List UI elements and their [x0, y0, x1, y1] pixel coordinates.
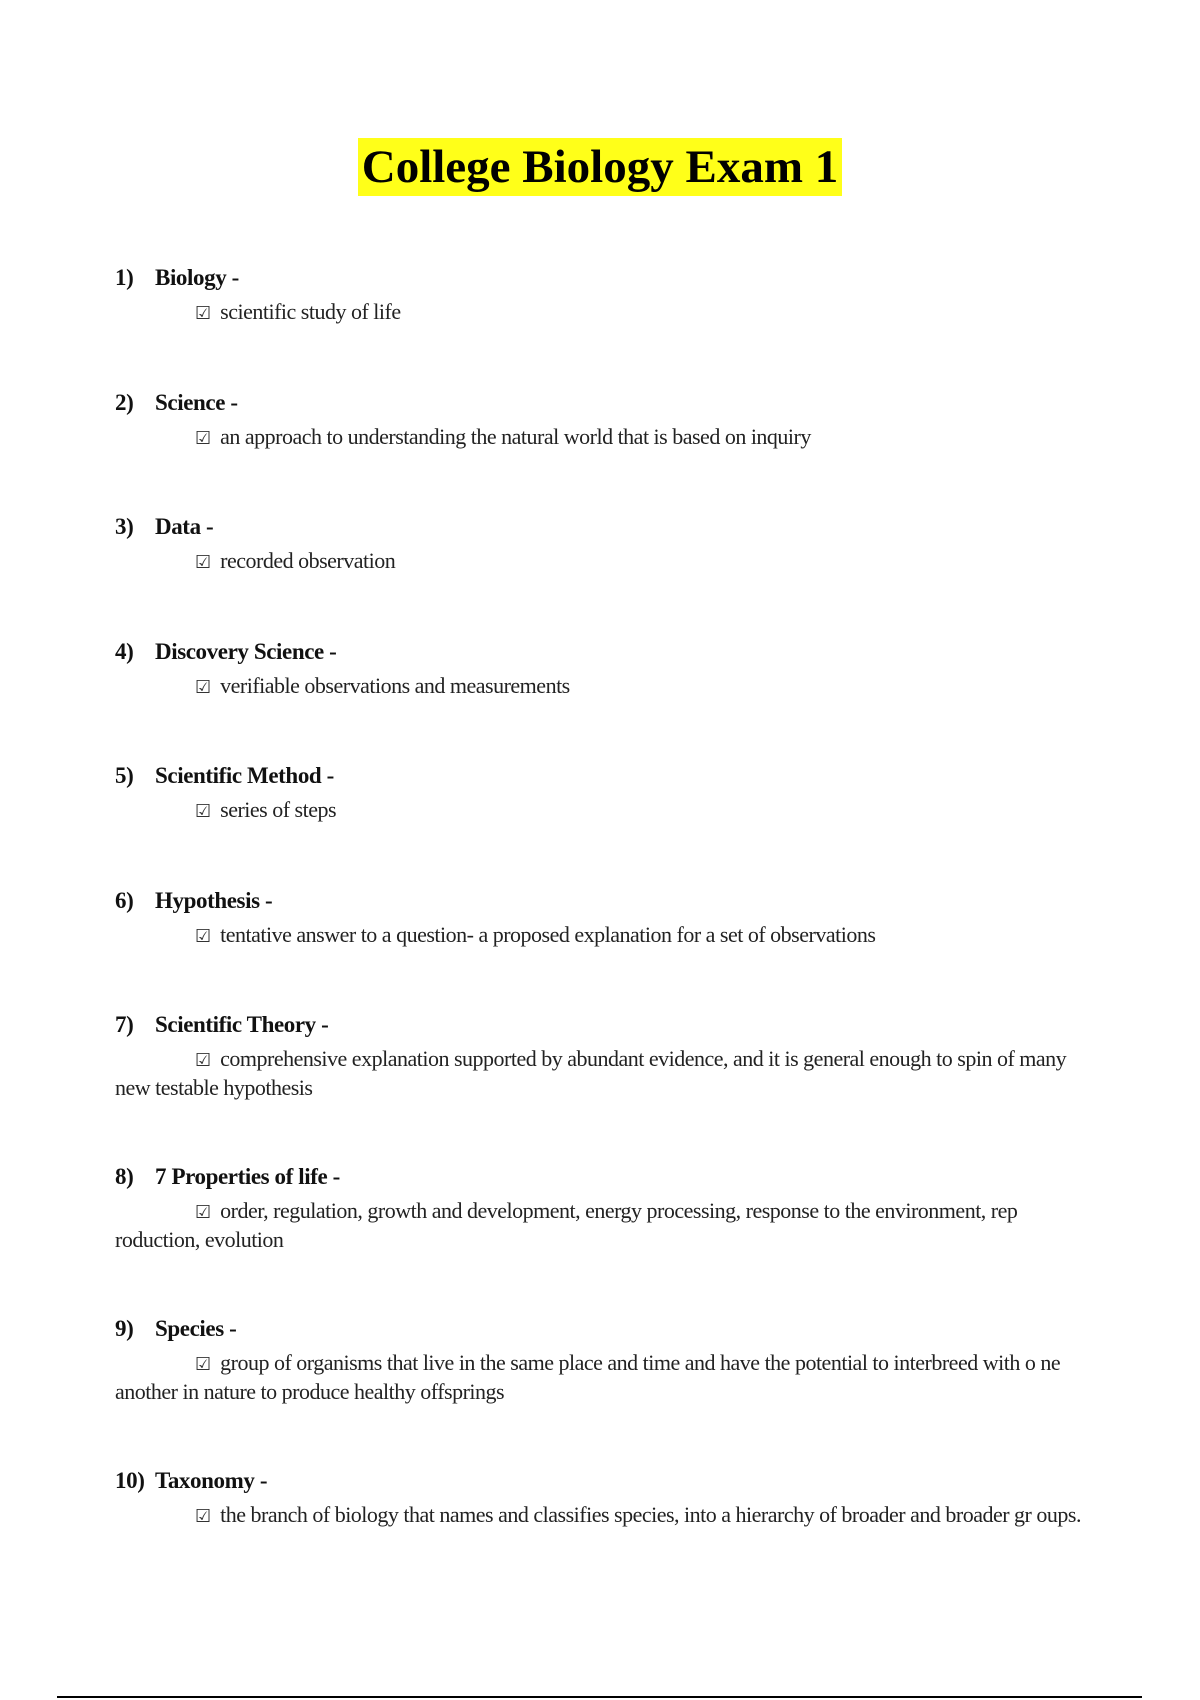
checked-box-icon: ☑	[195, 925, 212, 947]
question-number: 3)	[115, 514, 134, 539]
question-number: 9)	[115, 1316, 134, 1341]
question-number: 2)	[115, 389, 134, 415]
question-item	[115, 1309, 1090, 1461]
question-answer	[115, 921, 1090, 950]
question-heading	[115, 632, 1090, 672]
question-number: 5)	[115, 763, 134, 788]
question-item	[115, 383, 1090, 508]
answer-text: recorded observation	[220, 548, 396, 573]
question-answer	[115, 1349, 1090, 1405]
question-item	[115, 1157, 1090, 1309]
answer-text: comprehensive explanation supported by abundant evidence, and it is general enough to spin of many new testable hypothesis	[115, 1046, 1067, 1100]
question-number: 6)	[115, 887, 134, 913]
question-heading	[115, 756, 1090, 796]
checked-box-icon: ☑	[195, 1202, 212, 1223]
question-heading	[115, 881, 1090, 921]
question-heading	[115, 507, 1090, 547]
question-heading	[115, 1005, 1090, 1045]
question-heading	[115, 258, 1090, 298]
question-term: Biology -	[155, 265, 239, 290]
question-term: Scientific Theory -	[155, 1012, 329, 1037]
question-term: Hypothesis -	[155, 887, 273, 913]
answer-text: an approach to understanding the natural world that is based on inquiry	[220, 423, 811, 449]
footer-divider	[57, 1696, 1142, 1698]
question-answer	[115, 796, 1090, 825]
question-number: 7)	[115, 1012, 134, 1037]
question-item	[115, 258, 1090, 383]
question-item	[115, 632, 1090, 757]
question-item	[115, 756, 1090, 881]
question-answer	[115, 298, 1090, 327]
answer-text: order, regulation, growth and development, energy processing, response to the environment, rep roduction, evolution	[115, 1198, 1018, 1252]
question-list	[115, 258, 1090, 1613]
question-heading	[115, 1461, 1090, 1501]
answer-text: verifiable observations and measurements	[220, 672, 570, 698]
question-answer	[115, 1501, 1090, 1530]
question-answer	[115, 1197, 1090, 1253]
question-answer	[115, 1045, 1090, 1101]
question-number: 8)	[115, 1164, 134, 1189]
answer-text: scientific study of life	[220, 299, 401, 324]
answer-text: group of organisms that live in the same place and time and have the potential to interbreed with o ne another in nature to produce healthy offsprings	[115, 1350, 1061, 1404]
answer-text: tentative answer to a question- a proposed explanation for a set of observations	[220, 921, 876, 947]
checked-box-icon: ☑	[195, 552, 212, 573]
question-term: Science -	[155, 389, 238, 415]
question-term: Taxonomy -	[155, 1468, 268, 1493]
question-item	[115, 1461, 1090, 1613]
checked-box-icon: ☑	[195, 1506, 212, 1527]
question-term: 7 Properties of life -	[155, 1164, 340, 1189]
answer-text: series of steps	[220, 797, 337, 822]
checked-box-icon: ☑	[195, 1354, 212, 1375]
question-item	[115, 507, 1090, 632]
checked-box-icon: ☑	[195, 676, 212, 698]
question-answer	[115, 423, 1090, 452]
checked-box-icon: ☑	[195, 427, 212, 449]
question-item	[115, 1005, 1090, 1157]
question-heading	[115, 1309, 1090, 1349]
question-term: Discovery Science -	[155, 638, 337, 664]
question-term: Species -	[155, 1316, 237, 1341]
question-number: 4)	[115, 638, 134, 664]
page-title: College Biology Exam 1	[358, 138, 843, 196]
title-container	[0, 138, 1200, 196]
question-answer	[115, 547, 1090, 576]
question-term: Scientific Method -	[155, 763, 334, 788]
checked-box-icon: ☑	[195, 801, 212, 822]
question-item	[115, 881, 1090, 1006]
checked-box-icon: ☑	[195, 303, 212, 324]
answer-text: the branch of biology that names and classifies species, into a hierarchy of broader and broader gr oups.	[220, 1502, 1081, 1527]
question-number: 1)	[115, 265, 134, 290]
question-number: 10)	[115, 1468, 145, 1493]
question-heading	[115, 383, 1090, 423]
question-answer	[115, 672, 1090, 701]
checked-box-icon: ☑	[195, 1050, 212, 1071]
question-term: Data -	[155, 514, 214, 539]
question-heading	[115, 1157, 1090, 1197]
